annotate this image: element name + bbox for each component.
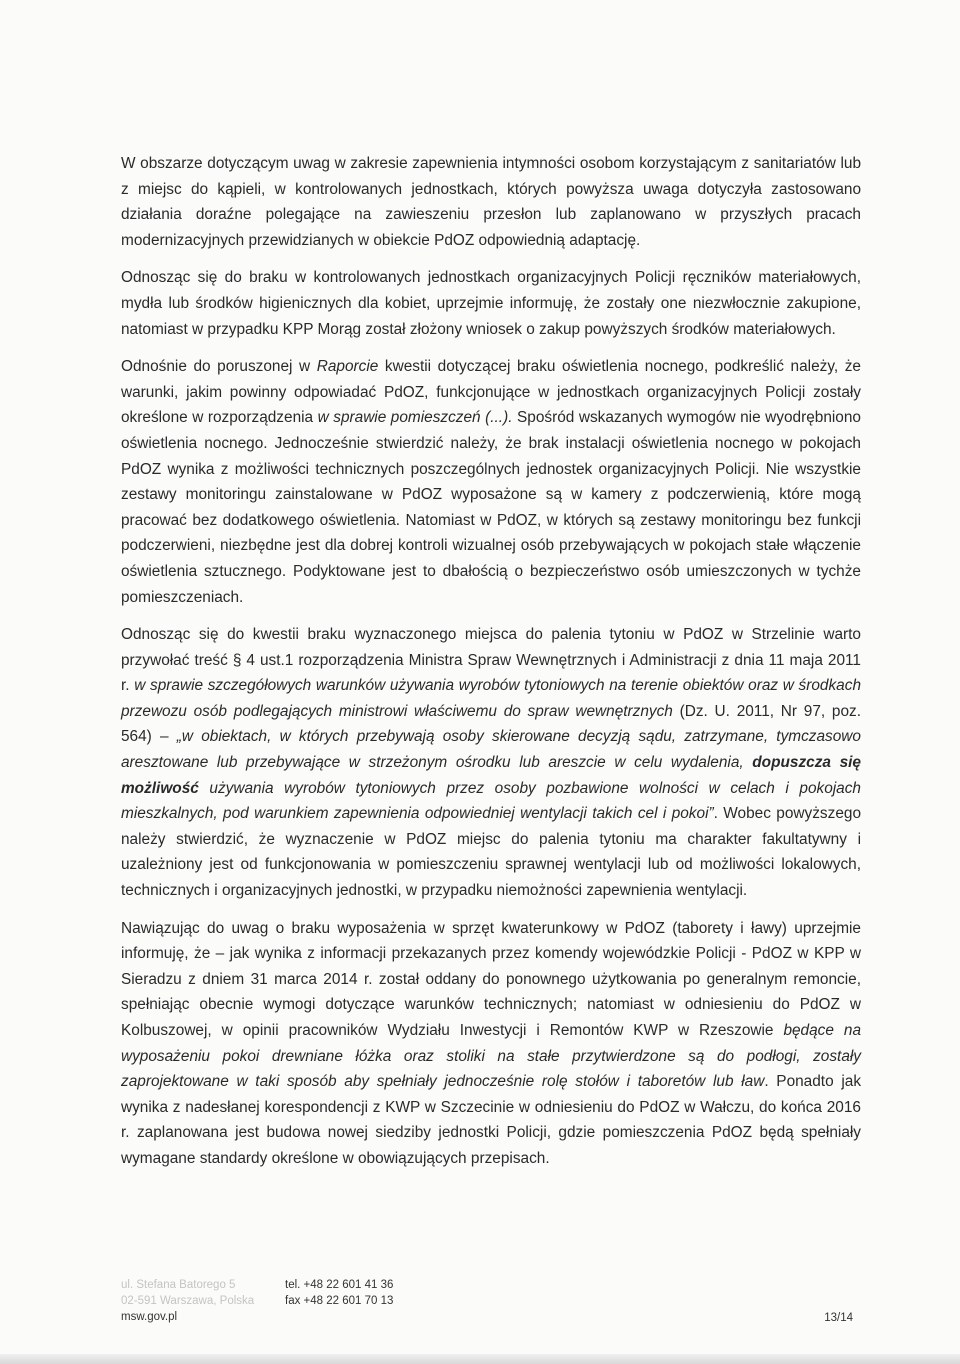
body-paragraph xyxy=(121,151,861,253)
paragraph-text: Spośród wskazanych wymogów nie wyodrębniono oświetlenia nocnego. Jednocześnie stwierdzić należy, że brak instalacji oświetlenia nocnego w pokojach PdOZ wynika z możliwości technicznych poszczególnych jednostek organizacyjnych Policji. Nie wszystkie zestawy monitoringu zainstalowane w PdOZ wyposażone są w kamery z podczerwienią, które mogą pracować bez dodatkowego oświetlenia. Natomiast w PdOZ, w których są zestawy monitoringu bez funkcji podczerwieni, niezbędne jest dla dobrej kontroli wizualnej osób przebywających w pokojach stałe włączenie oświetlenia sztucznego. Podyktowane jest to dbałością o bezpieczeństwo osób umieszczonych w tychże pomieszczeniach. xyxy=(121,409,861,606)
paragraph-text: (Dz. U. 2011, Nr 97, poz. 564) – xyxy=(121,702,861,746)
body-paragraph xyxy=(121,916,861,1172)
paragraph-text: W obszarze dotyczącym uwag w zakresie zapewnienia intymności osobom korzystającym z sanitariatów lub z miejsc do kąpieli, w kontrolowanych jednostkach, których powyższa uwaga dotyczyła zastosowano działania doraźne polegające na zawieszeniu przesłon lub zaplanowano w przyszłych pracach modernizacyjnych przewidzianych w obiekcie PdOZ odpowiednią adaptację. xyxy=(121,155,861,249)
page-number: 13/14 xyxy=(824,1312,853,1324)
paragraph-text: kwestii dotyczącej braku oświetlenia nocnego, podkreślić należy, że warunki, jakim powinny odpowiadać PdOZ, funkcjonujące w jednostkach organizacyjnych Policji zostały określone w rozporządzenia xyxy=(121,358,861,427)
italic-text: w sprawie pomieszczeń (...). xyxy=(317,409,513,427)
footer-phone: tel. +48 22 601 41 36 xyxy=(285,1279,394,1291)
body-paragraph xyxy=(121,265,861,342)
paragraph-text: Odnośnie do poruszonej w xyxy=(121,358,317,376)
scan-edge xyxy=(0,1354,960,1364)
footer-contact xyxy=(285,1277,393,1309)
paragraph-text: Nawiązując do uwag o braku wyposażenia w sprzęt kwaterunkowy w PdOZ (taborety i ławy) uprzejmie informuję, że – jak wynika z informacji przekazanych przez komendy wojewódzkie Policji - PdOZ w KPP w Sieradzu z dniem 31 marca 2014 r. został oddany do ponownego użytkowania po generalnym remoncie, spełniając obecnie wymogi dotyczące warunków technicznych; natomiast w odniesieniu do PdOZ w Kolbuszowej, w opinii pracowników Wydziału Inwestycji i Remontów KWP w Rzeszowie xyxy=(121,919,861,1039)
paragraph-text: . Ponadto jak wynika z nadesłanej korespondencji z KWP w Szczecinie w odniesieniu do PdOZ w Wałczu, do końca 2016 r. zaplanowana jest budowa nowej siedziby jednostki Policji, gdzie pomieszczenia PdOZ będą spełniały wymagane standardy określone w obowiązujących przepisach. xyxy=(121,1073,862,1167)
italic-text: w sprawie szczegółowych warunków używania wyrobów tytoniowych na terenie obiektów oraz w środkach przewozu osób podlegających ministrowi właściwemu do spraw wewnętrznych xyxy=(121,677,861,720)
footer-address xyxy=(121,1277,254,1325)
page-footer xyxy=(121,1277,861,1337)
footer-fax: fax +48 22 601 70 13 xyxy=(285,1295,394,1307)
bold-italic-text: dopuszcza się możliwość xyxy=(121,754,861,797)
italic-text: „w obiektach, w których przebywają osoby skierowane decyzją sądu, zatrzymane, tymczasowo aresztowane lub przebywające w strzeżonym ośrodku lub areszcie w celu wydalenia, xyxy=(121,728,861,772)
italic-text: będące na wyposażeniu pokoi drewniane łóżka oraz stoliki na stałe przytwierdzone są do podłogi, zostały zaprojektowane w taki sposób aby spełniały jednocześnie rolę stołów i taboretów lub ław xyxy=(121,1022,861,1091)
paragraph-text: Odnosząc się do braku w kontrolowanych jednostkach organizacyjnych Policji ręczników materiałowych, mydła lub środków higienicznych dla kobiet, uprzejmie informuję, że zostały one niezwłocznie zakupione, natomiast w przypadku KPP Morąg został złożony wniosek o zakup powyższych środków materiałowych. xyxy=(121,269,861,338)
italic-text: Raporcie xyxy=(316,358,379,376)
paragraph-text: . Wobec powyższego należy stwierdzić, że wyznaczenie w PdOZ miejsc do palenia tytoniu ma charakter fakultatywny i uzależniony jest od funkcjonowania w pomieszczeniu sprawnej wentylacji lub od możliwości lokalowych, technicznych i organizacyjnych jednostki, w przypadku niemożności zapewnienia wentylacji. xyxy=(121,805,861,900)
document-body xyxy=(121,151,861,1184)
body-paragraph xyxy=(121,622,861,904)
paragraph-text: Odnosząc się do kwestii braku wyznaczonego miejsca do palenia tytoniu w PdOZ w Strzelinie warto przywołać treść § 4 ust.1 rozporządzenia Ministra Spraw Wewnętrznych i Administracji z dnia 11 maja 2011 r. xyxy=(121,626,861,695)
footer-website: msw.gov.pl xyxy=(121,1311,178,1323)
footer-street: ul. Stefana Batorego 5 xyxy=(121,1279,236,1291)
italic-text: używania wyrobów tytoniowych przez osoby pozbawione wolności w celach i pokojach mieszkalnych, pod warunkiem zapewnienia odpowiedniej wentylacji takich cel i pokoi” xyxy=(121,779,861,823)
footer-city: 02-591 Warszawa, Polska xyxy=(121,1295,255,1307)
body-paragraph xyxy=(121,354,861,610)
